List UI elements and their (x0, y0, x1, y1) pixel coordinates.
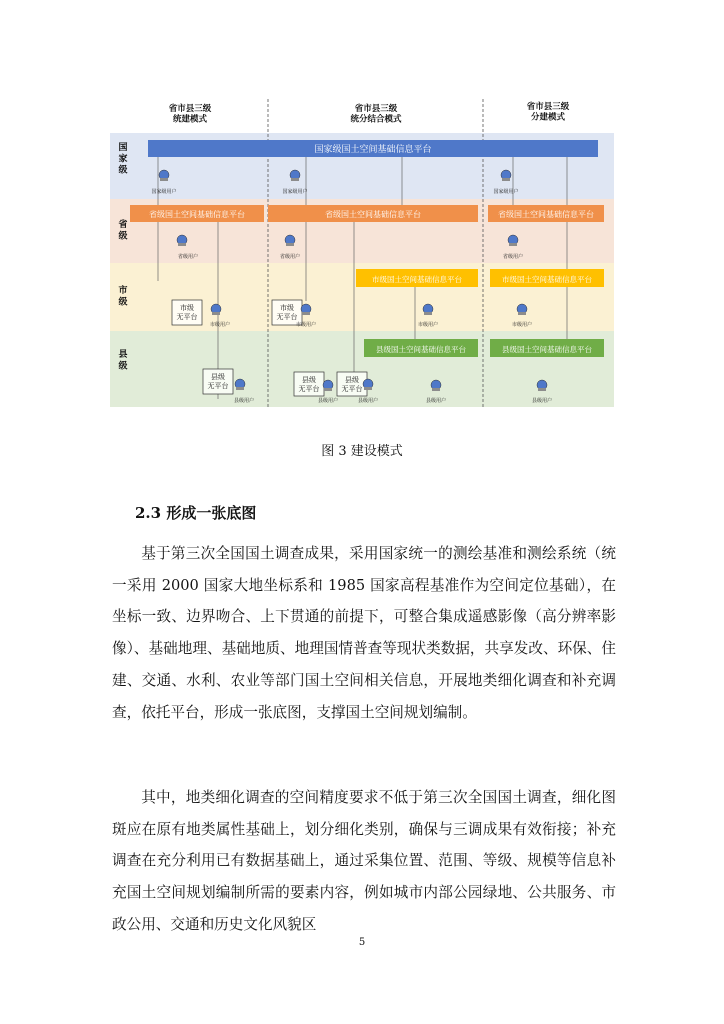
provincial-user-label: 省级用户 (502, 254, 524, 260)
user-icon (431, 380, 441, 391)
column-header-unified: 省市县三级统建模式 (168, 104, 212, 125)
city-user-label: 市级用户 (295, 322, 317, 328)
national-platform-label: 国家级国土空间基础信息平台 (314, 145, 432, 155)
national-user-label: 国家级用户 (493, 189, 519, 195)
city-no-platform-label: 市级无平台 (176, 304, 198, 321)
provincial-platform-label: 省级国土空间基础信息平台 (149, 210, 245, 219)
county-user-label: 县级用户 (317, 398, 339, 404)
county-user-label: 县级用户 (357, 398, 379, 404)
county-no-platform-label: 县级无平台 (207, 373, 229, 390)
user-icon (177, 235, 187, 246)
user-icon (501, 170, 511, 181)
county-platform-label: 县级国土空间基础信息平台 (502, 345, 592, 354)
provincial-platform-label: 省级国土空间基础信息平台 (498, 210, 594, 219)
column-header-separate: 省市县三级分建模式 (526, 102, 570, 123)
city-platform-label: 市级国土空间基础信息平台 (502, 275, 592, 284)
page-number: 5 (358, 937, 366, 948)
user-icon (517, 304, 527, 315)
user-icon (159, 170, 169, 181)
county-no-platform-label: 县级无平台 (298, 376, 320, 393)
row-label-county: 县级 (118, 350, 128, 372)
county-no-platform-label: 县级无平台 (341, 376, 363, 393)
user-icon (323, 380, 333, 391)
national-user-label: 国家级用户 (151, 189, 177, 195)
county-platform-label: 县级国土空间基础信息平台 (376, 345, 466, 354)
user-icon (363, 379, 373, 390)
row-label-provincial: 省级 (118, 220, 128, 242)
user-icon (423, 304, 433, 315)
user-icon (537, 380, 547, 391)
county-user-label: 县级用户 (425, 398, 447, 404)
provincial-user-label: 省级用户 (177, 254, 199, 260)
user-icon (211, 304, 221, 315)
user-icon (290, 170, 300, 181)
city-user-label: 市级用户 (417, 322, 439, 328)
provincial-user-label: 省级用户 (279, 254, 301, 260)
city-no-platform-label: 市级无平台 (276, 304, 298, 321)
column-header-mixed: 省市县三级统分结合模式 (350, 104, 402, 125)
paragraph-text: 基于第三次全国国土调查成果，采用国家统一的测绘基准和测绘系统（统一采用 2000 国家大地坐标系和 1985 国家高程基准作为空间定位基础），在坐标一致、边界吻合、上下贯通的前提下，可整合集成遥感影像（高分辨率影像）、基础地理、基础地质、地理国情普查等现状类数据，共享发改、环保、住建、交通、水利、农业等部门国土空间相关信息，开展地类细化调查和补充调查，依托平台，形成一张底图，支撑国土空间规划编制。 (112, 545, 616, 721)
construction-mode-diagram (110, 95, 614, 407)
provincial-platform-label: 省级国土空间基础信息平台 (325, 210, 421, 219)
city-user-label: 市级用户 (209, 322, 231, 328)
section-heading: 2.3 形成一张底图 (135, 504, 257, 522)
body-paragraph (112, 782, 616, 941)
paragraph-text: 其中，地类细化调查的空间精度要求不低于第三次全国国土调查，细化图斑应在原有地类属性基础上，划分细化类别，确保与三调成果有效衔接；补充调查在充分利用已有数据基础上，通过采集位置、范围、等级、规模等信息补充国土空间规划编制所需的要素内容，例如城市内部公园绿地、公共服务、市政公用、交通和历史文化风貌区 (112, 789, 616, 933)
user-icon (235, 379, 245, 390)
county-user-label: 县级用户 (233, 398, 255, 404)
user-icon (285, 235, 295, 246)
figure-caption: 图 3 建设模式 (321, 444, 403, 459)
row-label-national: 国家级 (118, 143, 128, 176)
user-icon (301, 304, 311, 315)
row-label-city: 市级 (118, 286, 128, 308)
national-user-label: 国家级用户 (282, 189, 308, 195)
county-user-label: 县级用户 (531, 398, 553, 404)
user-icon (508, 235, 518, 246)
city-platform-label: 市级国土空间基础信息平台 (372, 275, 462, 284)
body-paragraph (112, 538, 616, 728)
city-user-label: 市级用户 (511, 322, 533, 328)
